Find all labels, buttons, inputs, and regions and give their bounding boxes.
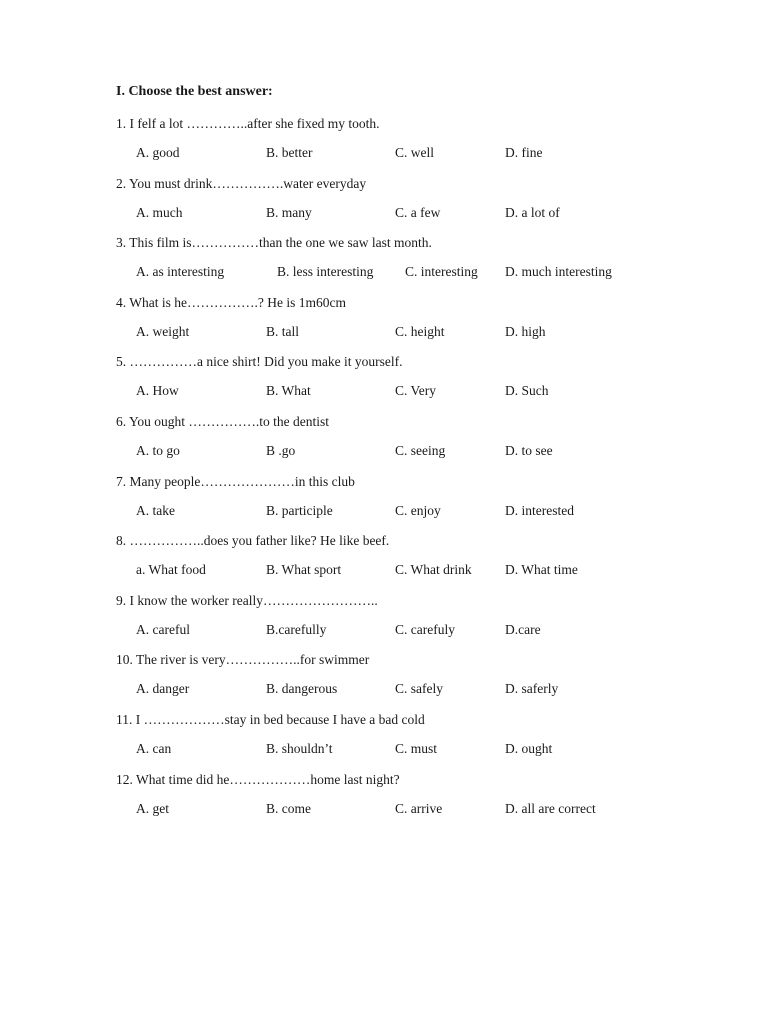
answer-options-row [0, 681, 768, 701]
answer-options-row [0, 741, 768, 761]
answer-options-row [0, 145, 768, 165]
answer-option-d: D. ought [505, 741, 553, 756]
answer-option-b: B. tall [266, 323, 299, 339]
question-text: 7. Many people…………………in this club [116, 473, 355, 489]
answer-option-c: C. Very [395, 383, 437, 399]
answer-option-b: B. participle [266, 502, 333, 518]
answer-option-d: D. What time [505, 562, 578, 578]
answer-option-a: A. How [136, 383, 179, 399]
answer-option-d: D. interested [505, 502, 574, 518]
question-text: 2. You must drink…………….water everyday [116, 175, 367, 191]
answer-option-b: B .go [266, 443, 296, 458]
answer-option-a: A. good [136, 145, 180, 160]
answer-options-row [0, 383, 768, 403]
answer-options-row [0, 264, 768, 284]
answer-option-b: B. dangerous [266, 681, 338, 697]
answer-options-row [0, 205, 768, 225]
question-text: 8. ……………..does you father like? He like beef. [116, 533, 390, 549]
answer-option-b: B. many [266, 204, 312, 220]
answer-option-c: C. a few [395, 204, 441, 220]
answer-option-c: C. carefuly [395, 621, 455, 637]
question-text: 9. I know the worker really…………………….. [116, 592, 378, 608]
question-text: 1. I felf a lot …………..after she fixed my tooth. [116, 116, 380, 131]
answer-option-c: C. arrive [395, 800, 443, 816]
question-text: 6. You ought …………….to the dentist [116, 414, 330, 429]
answer-option-c: C. What drink [395, 562, 472, 578]
answer-option-b: B.carefully [266, 621, 327, 637]
answer-option-d: D. all are correct [505, 800, 596, 816]
question-text: 12. What time did he………………home last night? [116, 771, 400, 787]
answer-option-b: B. come [266, 800, 311, 816]
answer-options-row [0, 503, 768, 523]
question-text: 11. I ………………stay in bed because I have a bad cold [116, 712, 425, 727]
answer-option-c: C. height [395, 323, 445, 339]
answer-options-row [0, 801, 768, 821]
answer-option-b: B. What [266, 383, 311, 399]
answer-option-a: A. weight [136, 323, 190, 339]
answer-option-c: C. interesting [405, 264, 478, 280]
answer-option-d: D. a lot of [505, 204, 560, 220]
answer-option-a: a. What food [136, 562, 206, 578]
answer-option-d: D.care [505, 621, 541, 637]
answer-option-d: D. much interesting [505, 264, 612, 280]
question-text: 3. This film is……………than the one we saw last month. [116, 235, 432, 251]
answer-option-a: A. careful [136, 621, 190, 637]
answer-option-a: A. to go [136, 443, 180, 458]
answer-option-a: A. much [136, 204, 183, 220]
answer-option-a: A. danger [136, 681, 190, 697]
answer-option-c: C. must [395, 741, 438, 756]
answer-option-a: A. as interesting [136, 264, 225, 280]
answer-option-d: D. to see [505, 443, 553, 458]
section-heading: I. Choose the best answer: [116, 84, 273, 99]
answer-option-a: A. get [136, 800, 169, 816]
answer-options-row [0, 443, 768, 463]
answer-option-a: A. take [136, 502, 175, 518]
question-text: 4. What is he…………….? He is 1m60cm [116, 294, 346, 310]
answer-option-d: D. saferly [505, 681, 559, 697]
answer-option-c: C. seeing [395, 443, 446, 458]
answer-option-c: C. enjoy [395, 502, 441, 518]
answer-options-row [0, 622, 768, 642]
answer-option-d: D. fine [505, 145, 543, 160]
question-text: 10. The river is very……………..for swimmer [116, 652, 370, 668]
answer-options-row [0, 562, 768, 582]
question-text: 5. ……………a nice shirt! Did you make it yourself. [116, 354, 403, 370]
answer-option-b: B. less interesting [277, 264, 374, 280]
answer-option-b: B. better [266, 145, 313, 160]
answer-option-b: B. What sport [266, 562, 342, 578]
answer-option-d: D. Such [505, 383, 549, 399]
answer-option-c: C. well [395, 145, 434, 160]
answer-option-d: D. high [505, 323, 546, 339]
answer-option-a: A. can [136, 741, 172, 756]
answer-option-b: B. shouldn’t [266, 741, 333, 756]
answer-option-c: C. safely [395, 681, 443, 697]
answer-options-row [0, 324, 768, 344]
